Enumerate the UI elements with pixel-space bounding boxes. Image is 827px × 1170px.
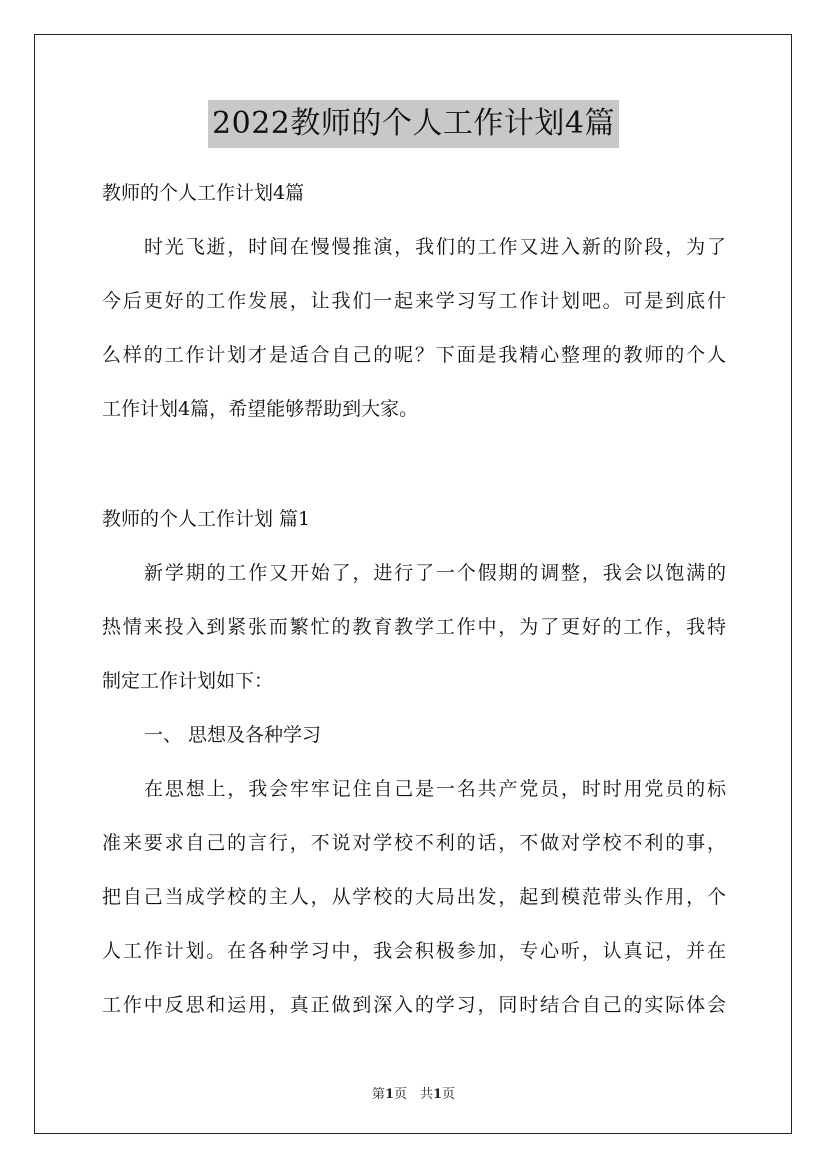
paragraph-spacer	[102, 436, 726, 492]
intro-line: 时光飞逝，时间在慢慢推演，我们的工作又进入新的阶段，为了	[144, 236, 726, 258]
item-heading: 一、 思想及各种学习	[144, 724, 322, 746]
section-line: 新学期的工作又开始了，进行了一个假期的调整，我会以饱满的	[144, 562, 726, 584]
footer-suffix: 页	[442, 1087, 456, 1102]
document-title-text: 2022教师的个人工作计划4篇	[208, 100, 619, 148]
item-line: 把自己当成学校的主人，从学校的大局出发，起到模范带头作用，个	[102, 886, 726, 908]
item-line: 人工作计划。在各种学习中，我会积极参加，专心听，认真记，并在	[102, 940, 726, 962]
footer-prefix: 第	[371, 1087, 385, 1102]
footer-mid: 页 共	[393, 1087, 433, 1102]
section-line: 热情来投入到紧张而繁忙的教育教学工作中，为了更好的工作，我特	[102, 616, 726, 638]
item-line: 准来要求自己的言行，不说对学校不利的话，不做对学校不利的事，	[102, 832, 726, 854]
section-heading: 教师的个人工作计划 篇1	[102, 508, 311, 530]
footer-current-page: 1	[384, 1087, 394, 1102]
section-line: 制定工作计划如下：	[102, 670, 274, 692]
document-subtitle: 教师的个人工作计划4篇	[102, 182, 305, 204]
item-line: 工作中反思和运用，真正做到深入的学习，同时结合自己的实际体会	[102, 994, 726, 1016]
document-body	[102, 166, 726, 1032]
intro-line: 么样的工作计划才是适合自己的呢？下面是我精心整理的教师的个人	[102, 344, 726, 366]
intro-line: 工作计划4篇，希望能够帮助到大家。	[102, 398, 419, 420]
item-line: 在思想上，我会牢牢记住自己是一名共产党员，时时用党员的标	[144, 778, 726, 800]
intro-line: 今后更好的工作发展，让我们一起来学习写工作计划吧。可是到底什	[102, 290, 726, 312]
footer-total-pages: 1	[433, 1087, 443, 1102]
document-title	[0, 100, 827, 148]
page-footer	[0, 1083, 827, 1102]
